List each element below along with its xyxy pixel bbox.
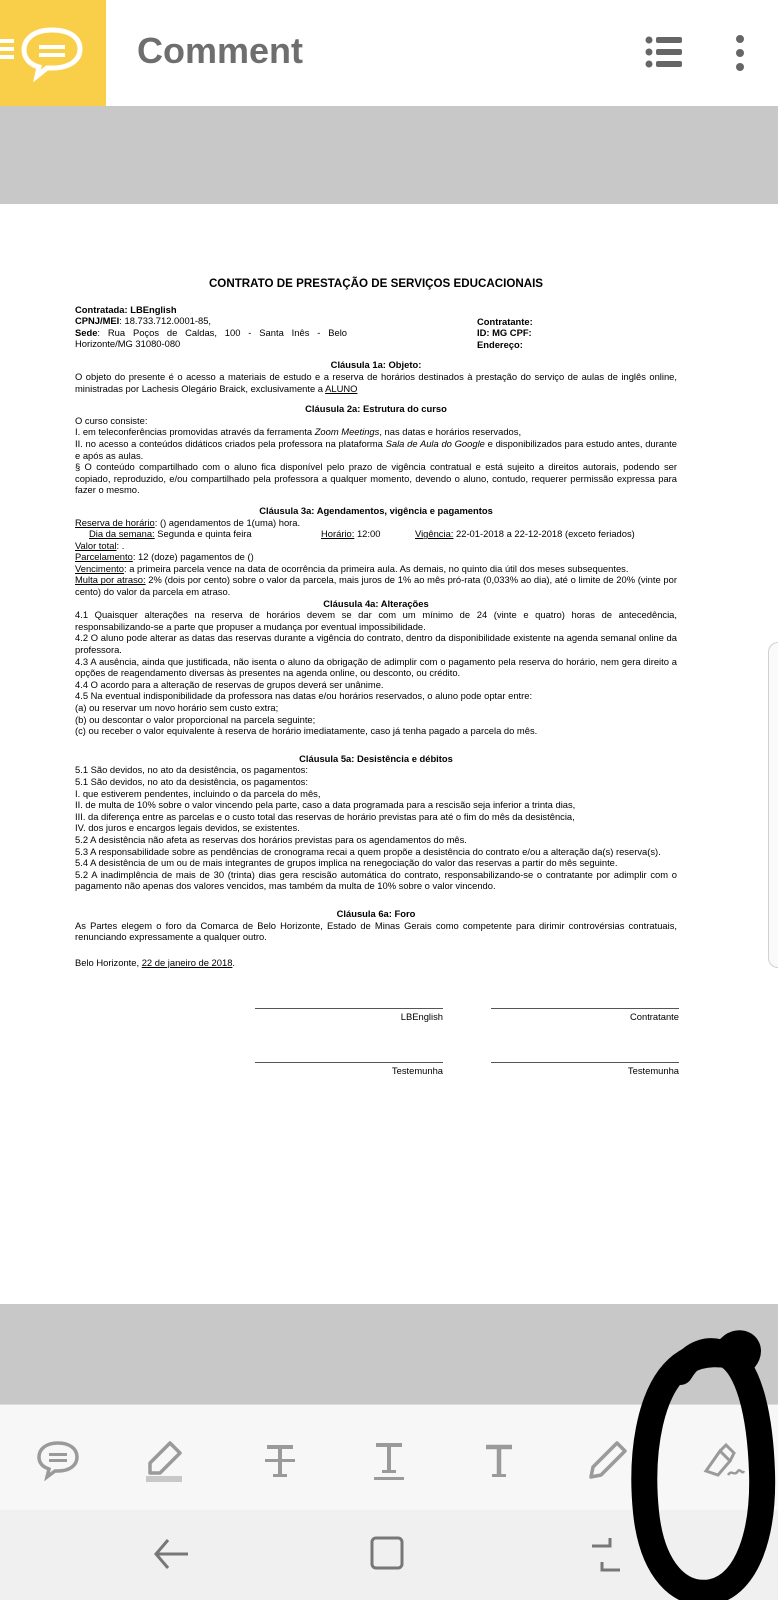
signature-line-witness-1: Testemunha xyxy=(255,1062,443,1077)
more-options-button[interactable] xyxy=(725,30,755,76)
clause5-item: 5.4 A desistência de um ou de mais integrantes de grupos implica na renegociação do valor das reservas a partir do mês seguinte. xyxy=(75,857,618,869)
clause4-item: 4.1 Quaisquer alterações na reserva de horários devem se dar com um mínimo de 24 (vinte e quatro) horas de antecedência, responsabilizando-se a parte que propuser a mudança por eventual impossibilidade. xyxy=(75,609,677,632)
clause5-item: 5.1 São devidos, no ato da desistência, os pagamentos: xyxy=(75,764,308,776)
schedule-line: Dia da semana: Segunda e quinta feira Horário: 12:00 Vigência: 22-01-2018 a 22-12-2018 (exceto feriados) xyxy=(89,528,635,540)
more-vert-icon xyxy=(725,30,755,76)
valor-line: Valor total: . xyxy=(75,539,125,551)
app-bar xyxy=(0,0,778,106)
pencil-icon xyxy=(583,1435,633,1485)
clause5-item: 5.2 A desistência não afeta as reservas dos horários previstas para os agendamentos do mês. xyxy=(75,833,467,845)
note-tool-button[interactable] xyxy=(33,1435,83,1485)
viewer-background xyxy=(0,106,778,204)
clause5-item: I. que estiverem pendentes, incluindo o da parcela do mês, xyxy=(75,787,321,799)
contratante-label: Contratante: xyxy=(477,315,533,327)
highlight-icon xyxy=(140,1435,190,1485)
list-button[interactable] xyxy=(640,30,690,76)
comment-mode-button[interactable] xyxy=(0,0,106,106)
contratante-block xyxy=(477,304,677,351)
strikethrough-tool-button[interactable] xyxy=(255,1435,305,1485)
clause4-item: (b) ou descontar o valor proporcional na parcela seguinte; xyxy=(75,713,316,725)
clause6-text: As Partes elegem o foro da Comarca de Belo Horizonte, Estado de Minas Gerais como competente para dirimir controvérsias contratuais, renunciando expressamente a qualquer outro. xyxy=(75,919,677,943)
clause4-item: (a) ou reservar um novo horário sem custo extra; xyxy=(75,702,279,713)
list-icon xyxy=(640,30,690,76)
clause5-item: 5.1 São devidos, no ato da desistência, os pagamentos: xyxy=(75,775,308,787)
vencimento-line: Vencimento: a primeira parcela vence na data de ocorrência da primeira aula. As demais, no quinto dia útil dos meses subsequentes. xyxy=(75,562,629,574)
side-panel-handle[interactable] xyxy=(768,642,778,968)
underline-tool-button[interactable] xyxy=(364,1435,414,1485)
clause2-item1: I. em teleconferências promovidas através da ferramenta Zoom Meetings, nas datas e horários reservados, xyxy=(75,426,522,438)
contratada-block xyxy=(75,304,347,351)
recents-button[interactable] xyxy=(584,1532,628,1576)
clause2-item2: II. no acesso a conteúdos didáticos criados pela professora na plataforma Sala de Aula do Google e disponibilizados para estudo antes, durante e após as aulas. xyxy=(75,437,678,461)
clause2-heading: Cláusula 2a: Estrutura do curso xyxy=(305,403,447,415)
multa-line: Multa por atraso: 2% (dois por cento) sobre o valor da parcela, mais juros de 1% ao mês pró-rata (0,033% ao dia), até o limite de 20% (vinte por cento) do valor da parcela em atraso. xyxy=(75,574,677,598)
clause4-item: 4.5 Na eventual indisponibilidade da professora nas datas e/ou horários reservados, o aluno pode optar entre: xyxy=(75,690,533,702)
note-icon xyxy=(33,1435,83,1485)
pencil-tool-button[interactable] xyxy=(583,1435,633,1485)
clause5-item: IV. dos juros e encargos legais devidos, se existentes. xyxy=(75,822,300,834)
cnpj-line: CPNJ/MEI: 18.733.712.0001-85, xyxy=(75,315,212,327)
signature-line-contratante: Contratante xyxy=(491,1008,679,1023)
clause4-item: 4.3 A ausência, ainda que justificada, não isenta o aluno da obrigação de adimplir com o pagamento pela reserva do horário, nem gera direito a opções de reagendamento diversas às presentes na agenda online, ou desconto, ou crédito. xyxy=(75,655,677,679)
clause5-heading: Cláusula 5a: Desistência e débitos xyxy=(299,752,453,764)
clause6-heading: Cláusula 6a: Foro xyxy=(336,907,416,919)
contract-document xyxy=(75,278,677,1102)
annotation-toolbar xyxy=(0,1404,778,1510)
signature-line-witness-2: Testemunha xyxy=(491,1062,679,1077)
place-date: Belo Horizonte, 22 de janeiro de 2018. xyxy=(75,956,236,968)
comment-bubble-icon xyxy=(0,18,106,88)
recents-icon xyxy=(584,1532,628,1576)
contratada-heading: Contratada: LBEnglish xyxy=(75,303,177,315)
home-button[interactable] xyxy=(366,1532,410,1576)
signatures xyxy=(75,982,677,1102)
back-icon xyxy=(150,1532,194,1576)
page-title: Comment xyxy=(137,30,304,71)
id-label: ID: MG CPF: xyxy=(477,327,532,339)
clause1-text: O objeto do presente é o acesso a materiais de estudo e a reserva de horários destinados à prestação do serviço de aulas de inglês online, ministradas por Lachesis Olegário Braick, exclusivamente a ALUNO xyxy=(75,370,677,394)
reserva-line: Reserva de horário: () agendamentos de 1(uma) hora. xyxy=(75,516,301,528)
signature-tool-button[interactable] xyxy=(698,1435,748,1485)
signature-line-lbenglish: LBEnglish xyxy=(255,1008,443,1023)
parcelamento-line: Parcelamento: 12 (doze) pagamentos de () xyxy=(75,551,254,563)
clause4-item: 4.4 O acordo para a alteração de reservas de grupos deverá ser unânime. xyxy=(75,678,384,690)
document-page[interactable] xyxy=(0,204,778,1304)
clause5-item: 5.3 A responsabilidade sobre as pendências de cronograma recai a quem propõe a desistência do contrato e/ou a alteração da(s) reserva(s). xyxy=(75,845,661,857)
clause4-heading: Cláusula 4a: Alterações xyxy=(323,597,429,609)
clause5-item: 5.2 A inadimplência de mais de 30 (trinta) dias gera rescisão automática do contrato, responsabilizando-se o contratante por adimplir com o pagamento não apenas dos valores vencidos, mas também da multa de 10% sobre o valor vincendo. xyxy=(75,868,677,892)
clause5-item: II. de multa de 10% sobre o valor vincendo pela parte, caso a data programada para a rescisão seja inferior a trinta dias, xyxy=(75,799,576,811)
clause1-heading: Cláusula 1a: Objeto: xyxy=(330,359,422,371)
system-nav-bar xyxy=(0,1510,778,1600)
document-title: CONTRATO DE PRESTAÇÃO DE SERVIÇOS EDUCACIONAIS xyxy=(208,277,544,290)
clause2-paragraph: § O conteúdo compartilhado com o aluno fica disponível pelo prazo de vigência contratual e está sujeito a direitos autorais, podendo ser copiado, reproduzido, e/ou compartilhado pela professora a qualquer momento, devendo o aluno, contudo, requerer permissão expressa para fazer o mesmo. xyxy=(75,461,677,496)
clause4-item: 4.2 O aluno pode alterar as datas das reservas durante a vigência do contrato, dentro da disponibilidade existente na agenda semanal online da professora. xyxy=(75,632,677,656)
home-icon xyxy=(366,1532,410,1576)
clause5-item: III. da diferença entre as parcelas e o custo total das reservas de horário previstas para até o fim do mês da desistência, xyxy=(75,810,575,822)
parties xyxy=(75,304,677,351)
underline-icon xyxy=(364,1435,414,1485)
clause2-intro: O curso consiste: xyxy=(75,414,148,426)
highlight-tool-button[interactable] xyxy=(140,1435,190,1485)
clause4-item: (c) ou receber o valor equivalente à reserva de horário imediatamente, caso já tenha pagado a parcela do mês. xyxy=(75,725,538,737)
text-icon xyxy=(474,1435,524,1485)
viewer-background-bottom xyxy=(0,1304,778,1404)
sede-line: Sede: Rua Poços de Caldas, 100 - Santa Inês - Belo Horizonte/MG 31080-080 xyxy=(75,326,347,350)
strikethrough-icon xyxy=(255,1435,305,1485)
clause3-heading: Cláusula 3a: Agendamentos, vigência e pagamentos xyxy=(259,504,493,516)
signature-icon xyxy=(698,1435,748,1485)
endereco-label: Endereço: xyxy=(477,338,523,350)
text-tool-button[interactable] xyxy=(474,1435,524,1485)
back-button[interactable] xyxy=(150,1532,194,1576)
